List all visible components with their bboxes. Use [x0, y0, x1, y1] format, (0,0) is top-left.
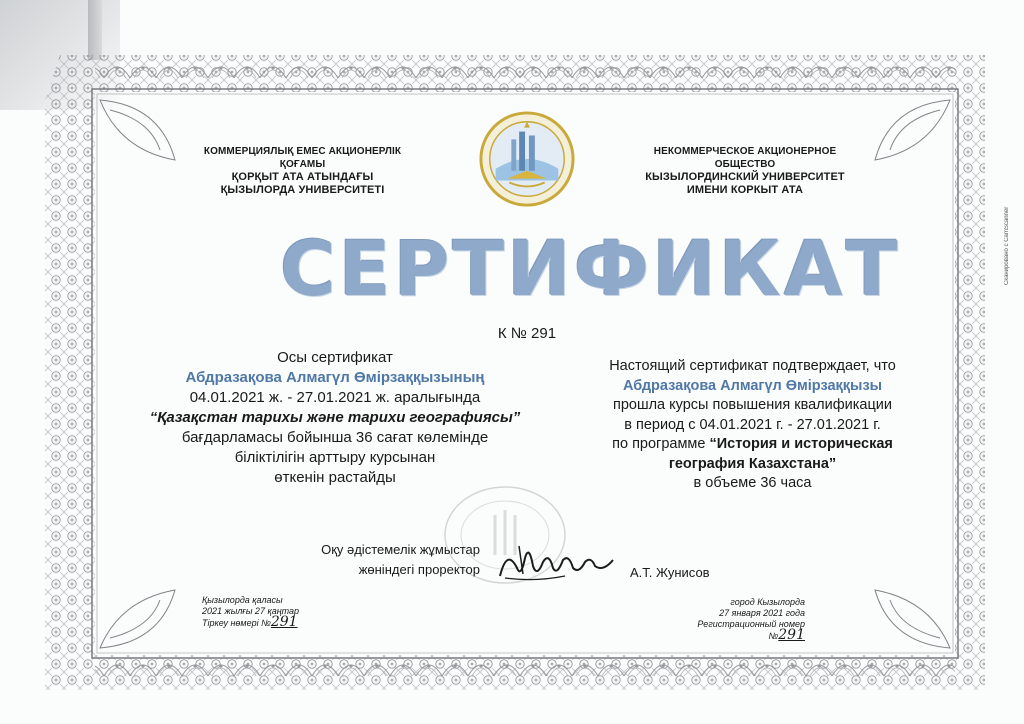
footer-left-city: Қызылорда қаласы	[202, 595, 283, 605]
header-right-line3: ИМЕНИ КОРКЫТ АТА	[686, 184, 804, 196]
signatory-role	[300, 540, 480, 580]
russian-program-prefix: по программе	[612, 436, 710, 452]
footer-left	[202, 595, 322, 629]
footer-right-reg-label: Регистрационный номер №	[697, 619, 805, 641]
footer-left-reg-value: 291	[270, 614, 298, 630]
russian-course-title-part2: география Казахстана”	[668, 455, 837, 472]
kazakh-dates: 04.01.2021 ж. - 27.01.2021 ж. аралығында	[189, 389, 481, 406]
russian-dates: в период с 04.01.2021 г. - 27.01.2021 г.	[624, 416, 881, 433]
signatory-name: А.Т. Жунисов	[630, 565, 710, 580]
signatory-role-line2: жөніндегі проректор	[358, 562, 480, 577]
header-left-line1: КОММЕРЦИЯЛЫҚ ЕМЕС АКЦИОНЕРЛІК ҚОҒАМЫ	[203, 146, 402, 170]
footer-left-date: 2021 жылғы 27 қаңтар	[202, 606, 300, 616]
footer-right-date: 27 января 2021 года	[719, 608, 805, 618]
header-right-line1: НЕКОММЕРЧЕСКОЕ АКЦИОНЕРНОЕ ОБЩЕСТВО	[653, 146, 837, 170]
kazakh-course-title: “Қазақстан тарихы және тарихи географиясы”	[149, 409, 521, 426]
header-left-line2: ҚОРҚЫТ АТА АТЫНДАҒЫ	[231, 171, 374, 183]
scanner-watermark: Сканировано с CamScanner	[1004, 206, 1010, 285]
footer-right-city: город Кызылорда	[730, 597, 805, 607]
header-left	[200, 145, 405, 197]
kazakh-line7: өткенін растайды	[274, 469, 396, 486]
kazakh-line1: Осы сертификат	[277, 349, 393, 366]
kazakh-recipient-name: Абдразақова Алмагүл Өмірзаққызының	[185, 369, 485, 386]
footer-right-reg-value: 291	[778, 627, 805, 643]
kazakh-text-block	[125, 348, 545, 488]
footer-left-reg-label: Тіркеу нөмері №	[202, 618, 271, 628]
signatory-role-line1: Оқу әдістемелік жұмыстар	[321, 542, 480, 557]
header-left-line3: ҚЫЗЫЛОРДА УНИВЕРСИТЕТІ	[220, 184, 385, 196]
russian-line3: прошла курсы повышения квалификации	[612, 397, 893, 413]
russian-volume: в объеме 36 часа	[693, 475, 812, 491]
certificate-number: К № 291	[497, 325, 557, 342]
russian-text-block	[560, 357, 945, 494]
handwritten-signature	[495, 538, 620, 586]
university-emblem-icon	[478, 110, 576, 208]
certificate-title: СЕРТИФИКАТ	[280, 224, 901, 313]
footer-left-registration	[202, 614, 322, 630]
russian-program-line	[560, 435, 945, 455]
header-right-line2: КЫЗЫЛОРДИНСКИЙ УНИВЕРСИТЕТ	[645, 171, 845, 183]
russian-recipient-name: Абдразақова Алмагүл Өмірзаққызы	[622, 377, 883, 394]
footer-right	[660, 597, 805, 642]
russian-course-title-part1: “История и историческая	[709, 436, 893, 452]
russian-line1: Настоящий сертификат подтверждает, что	[609, 358, 896, 374]
footer-right-registration	[660, 619, 805, 642]
header-right	[640, 145, 850, 197]
kazakh-line6: біліктілігін арттыру курсынан	[234, 449, 436, 466]
kazakh-line5: бағдарламасы бойынша 36 сағат көлемінде	[181, 429, 489, 446]
